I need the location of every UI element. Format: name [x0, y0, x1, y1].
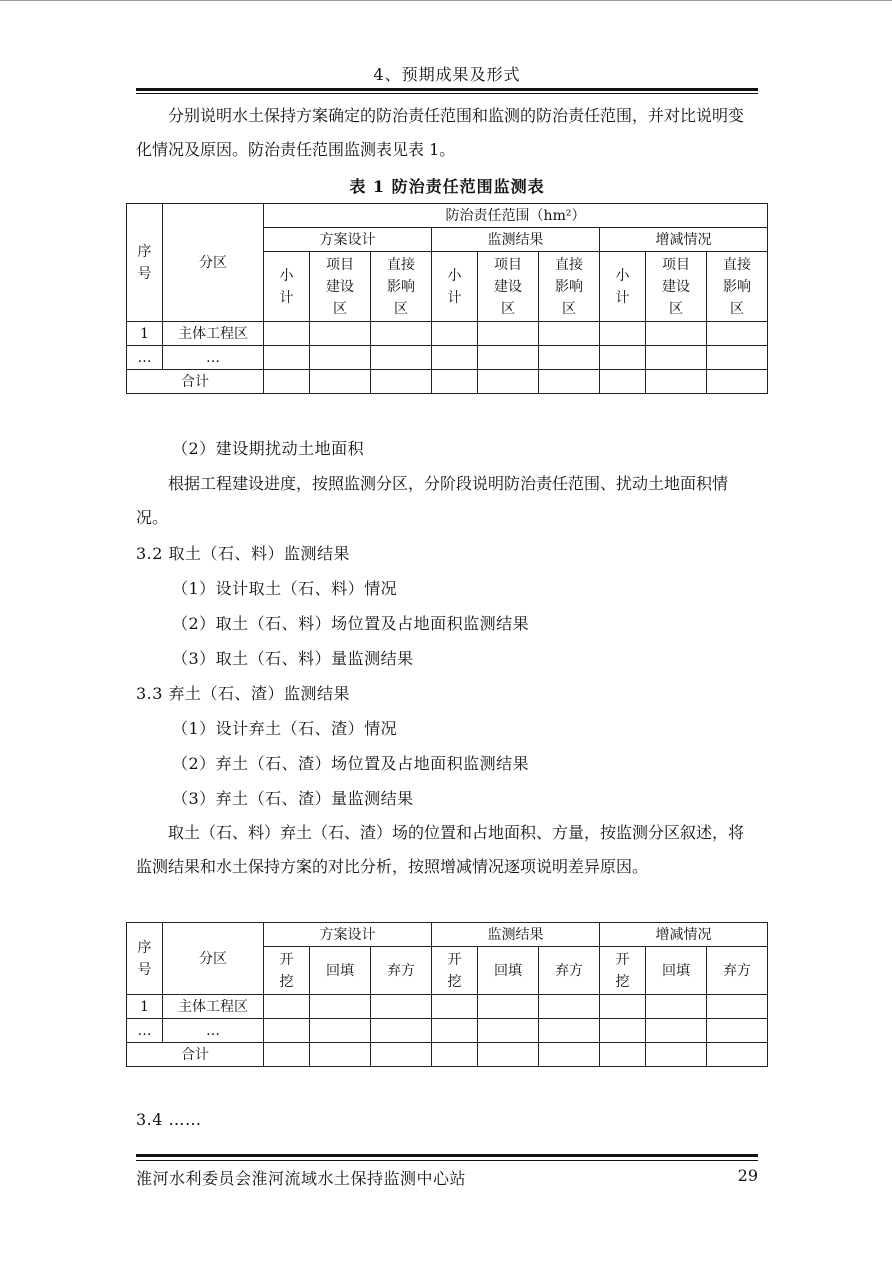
table2-group-design: 方案设计 [264, 923, 432, 947]
table1-group-design: 方案设计 [264, 228, 432, 252]
table-total-row [127, 370, 768, 394]
total-label: 合计 [127, 1043, 264, 1067]
row-zone: 主体工程区 [163, 995, 264, 1019]
table1-subcol-project: 项目建设区 [478, 252, 539, 322]
header-rule-thick [136, 88, 758, 91]
row-seq: 1 [127, 995, 163, 1019]
table2-subcol-excavate: 开挖 [600, 947, 646, 995]
table2-subcol-excavate: 开挖 [264, 947, 310, 995]
table2-subcol-spoil: 弃方 [539, 947, 600, 995]
section-3-3-body: 取土（石、料）弃土（石、渣）场的位置和占地面积、方量，按监测分区叙述，将监测结果和水土保持方案的对比分析，按照增减情况逐项说明差异原因。 [136, 823, 745, 876]
section-3-2-item: （2）取土（石、料）场位置及占地面积监测结果 [172, 614, 530, 633]
table1-subcol-project: 项目建设区 [646, 252, 707, 322]
page-number: 29 [737, 1166, 758, 1185]
section-3-3-title: 3.3 弃土（石、渣）监测结果 [136, 684, 351, 703]
row-seq: … [127, 346, 163, 370]
table-total-row [127, 1043, 768, 1067]
table1-subcol-subtotal: 小计 [432, 252, 478, 322]
table1-subcol-subtotal: 小计 [264, 252, 310, 322]
table1-caption: 表 1 防治责任范围监测表 [349, 177, 545, 196]
footer-rule-thick [136, 1154, 758, 1157]
table-row [127, 322, 768, 346]
row-seq: 1 [127, 322, 163, 346]
page-top-border [0, 0, 892, 1]
section-3-2-title: 3.2 取土（石、料）监测结果 [136, 544, 351, 563]
section-2-body: 根据工程建设进度，按照监测分区，分阶段说明防治责任范围、扰动土地面积情况。 [136, 474, 729, 527]
table2-earthwork [126, 922, 768, 1067]
section-2-title: （2）建设期扰动土地面积 [172, 439, 365, 458]
table1-subcol-direct: 直接影响区 [371, 252, 432, 322]
table1-group-header: 防治责任范围（hm²） [264, 204, 768, 228]
row-zone: … [163, 346, 264, 370]
footer-organization: 淮河水利委员会淮河流域水土保持监测中心站 [136, 1169, 467, 1188]
table2-zone-header: 分区 [163, 923, 264, 995]
table1-seq-header: 序号 [127, 204, 163, 322]
row-zone: … [163, 1019, 264, 1043]
table2-subcol-spoil: 弃方 [371, 947, 432, 995]
table1-subcol-direct: 直接影响区 [707, 252, 768, 322]
table2-subcol-excavate: 开挖 [432, 947, 478, 995]
table1-subcol-direct: 直接影响区 [539, 252, 600, 322]
section-3-2-item: （1）设计取土（石、料）情况 [172, 579, 398, 598]
table2-group-monitor: 监测结果 [432, 923, 600, 947]
table1-subcol-project: 项目建设区 [310, 252, 371, 322]
section-3-3-item: （2）弃土（石、渣）场位置及占地面积监测结果 [172, 754, 530, 773]
table1-subcol-subtotal: 小计 [600, 252, 646, 322]
table-row [127, 995, 768, 1019]
section-3-3-item: （3）弃土（石、渣）量监测结果 [172, 789, 414, 808]
running-header: 4、预期成果及形式 [373, 65, 521, 84]
section-3-3-item: （1）设计弃土（石、渣）情况 [172, 719, 398, 738]
table1-group-monitor: 监测结果 [432, 228, 600, 252]
table1-group-change: 增减情况 [600, 228, 768, 252]
row-zone: 主体工程区 [163, 322, 264, 346]
table2-group-change: 增减情况 [600, 923, 768, 947]
table2-seq-header: 序号 [127, 923, 163, 995]
header-rule-thin [136, 93, 758, 94]
section-3-2-item: （3）取土（石、料）量监测结果 [172, 649, 414, 668]
table2-subcol-fill: 回填 [646, 947, 707, 995]
footer-rule-thin [136, 1160, 758, 1161]
table1-responsibility-scope [126, 203, 768, 394]
total-label: 合计 [127, 370, 264, 394]
table-row [127, 346, 768, 370]
table2-subcol-fill: 回填 [478, 947, 539, 995]
table1-zone-header: 分区 [163, 204, 264, 322]
table-row [127, 1019, 768, 1043]
section-3-4-title: 3.4 …… [136, 1110, 202, 1129]
table2-subcol-spoil: 弃方 [707, 947, 768, 995]
row-seq: … [127, 1019, 163, 1043]
intro-paragraph: 分别说明水土保持方案确定的防治责任范围和监测的防治责任范围，并对比说明变化情况及原因。防治责任范围监测表见表 1。 [136, 106, 745, 159]
table2-subcol-fill: 回填 [310, 947, 371, 995]
